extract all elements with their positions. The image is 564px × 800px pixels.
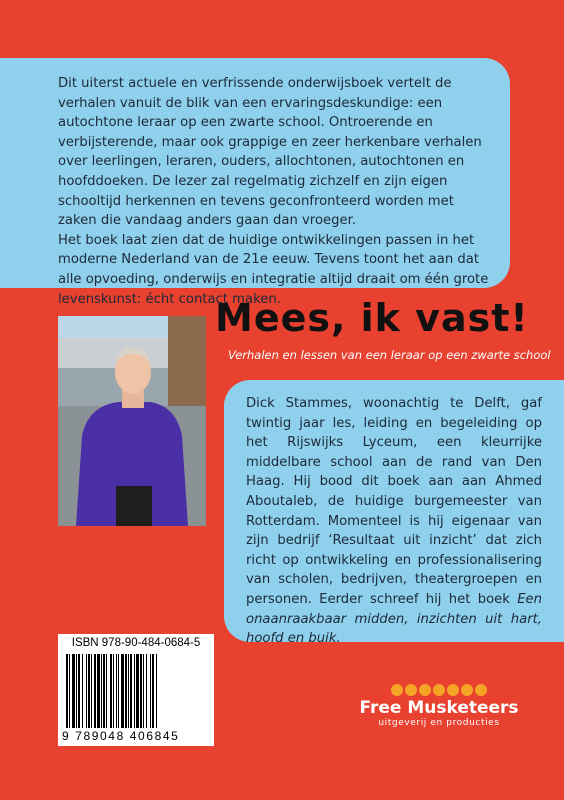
publisher-logo (346, 684, 532, 728)
blurb-box (0, 58, 510, 307)
publisher-icons (346, 684, 532, 696)
blurb-paragraph-1: Dit uiterst actuele en verfrissende onderwijsboek vertelt de verhalen vanuit de blik van een ervaringsdeskundige: een autochtone leraar op een zwarte school. Ontroerende en verbijsterende, maar ook grappige en zeer herkenbare verhalen over leerlingen, leraren, ouders, allochtonen, autochtonen en hoofddoeken. De lezer zal regelmatig zichzelf en zijn eigen schooltijd herkennen en tevens geconfronteerd worden met zaken die vandaag anders gaan dan vroeger. (58, 76, 482, 229)
previous-book-title: Een onaanraakbaar midden, inzichten uit hart, hoofd en buik. (246, 591, 542, 647)
blurb-paragraph-2: Het boek laat zien dat de huidige ontwikkelingen passen in het moderne Nederland van de 21e eeuw. Tevens toont het aan dat alle opvoeding, onderwijs en integratie altijd draait om één grote levenskunst: écht contact maken. (58, 232, 489, 307)
isbn-label: ISBN 978-90-484-0684-5 (71, 637, 201, 649)
author-bio-text: Dick Stammes, woonachtig te Delft, gaf twintig jaar les, leiding en begeleiding op het Rijswijks Lyceum, een kleurrijke middelbare school aan de rand van Den Haag. Hij bood dit boek aan aan Ahmed Aboutaleb, de huidige burgemeester van Rotterdam. Momenteel is hij eigenaar van zijn bedrijf ‘Resultaat uit inzicht’ dat zich richt op ontwikkeling en professionalisering van scholen, bedrijven, theatergroepen en personen. Eerder schreef hij het boek (246, 396, 542, 607)
isbn-barcode (58, 634, 214, 746)
publisher-icon-1 (391, 684, 403, 696)
publisher-name: Free Musketeers (359, 698, 519, 718)
publisher-tagline: uitgeverij en producties (378, 718, 500, 728)
author-bio-box (224, 380, 564, 647)
author-photo (58, 316, 206, 526)
publisher-icon-2 (405, 684, 417, 696)
publisher-icon-6 (461, 684, 473, 696)
barcode-digits: 9 789048 406845 (62, 729, 180, 743)
publisher-icon-7 (475, 684, 487, 696)
publisher-icon-3 (419, 684, 431, 696)
author-bio (246, 394, 542, 649)
book-subtitle: Verhalen en lessen van een leraar op een zwarte school (228, 348, 551, 362)
publisher-icon-4 (433, 684, 445, 696)
book-title: Mees, ik vast! (215, 296, 529, 340)
publisher-icon-5 (447, 684, 459, 696)
